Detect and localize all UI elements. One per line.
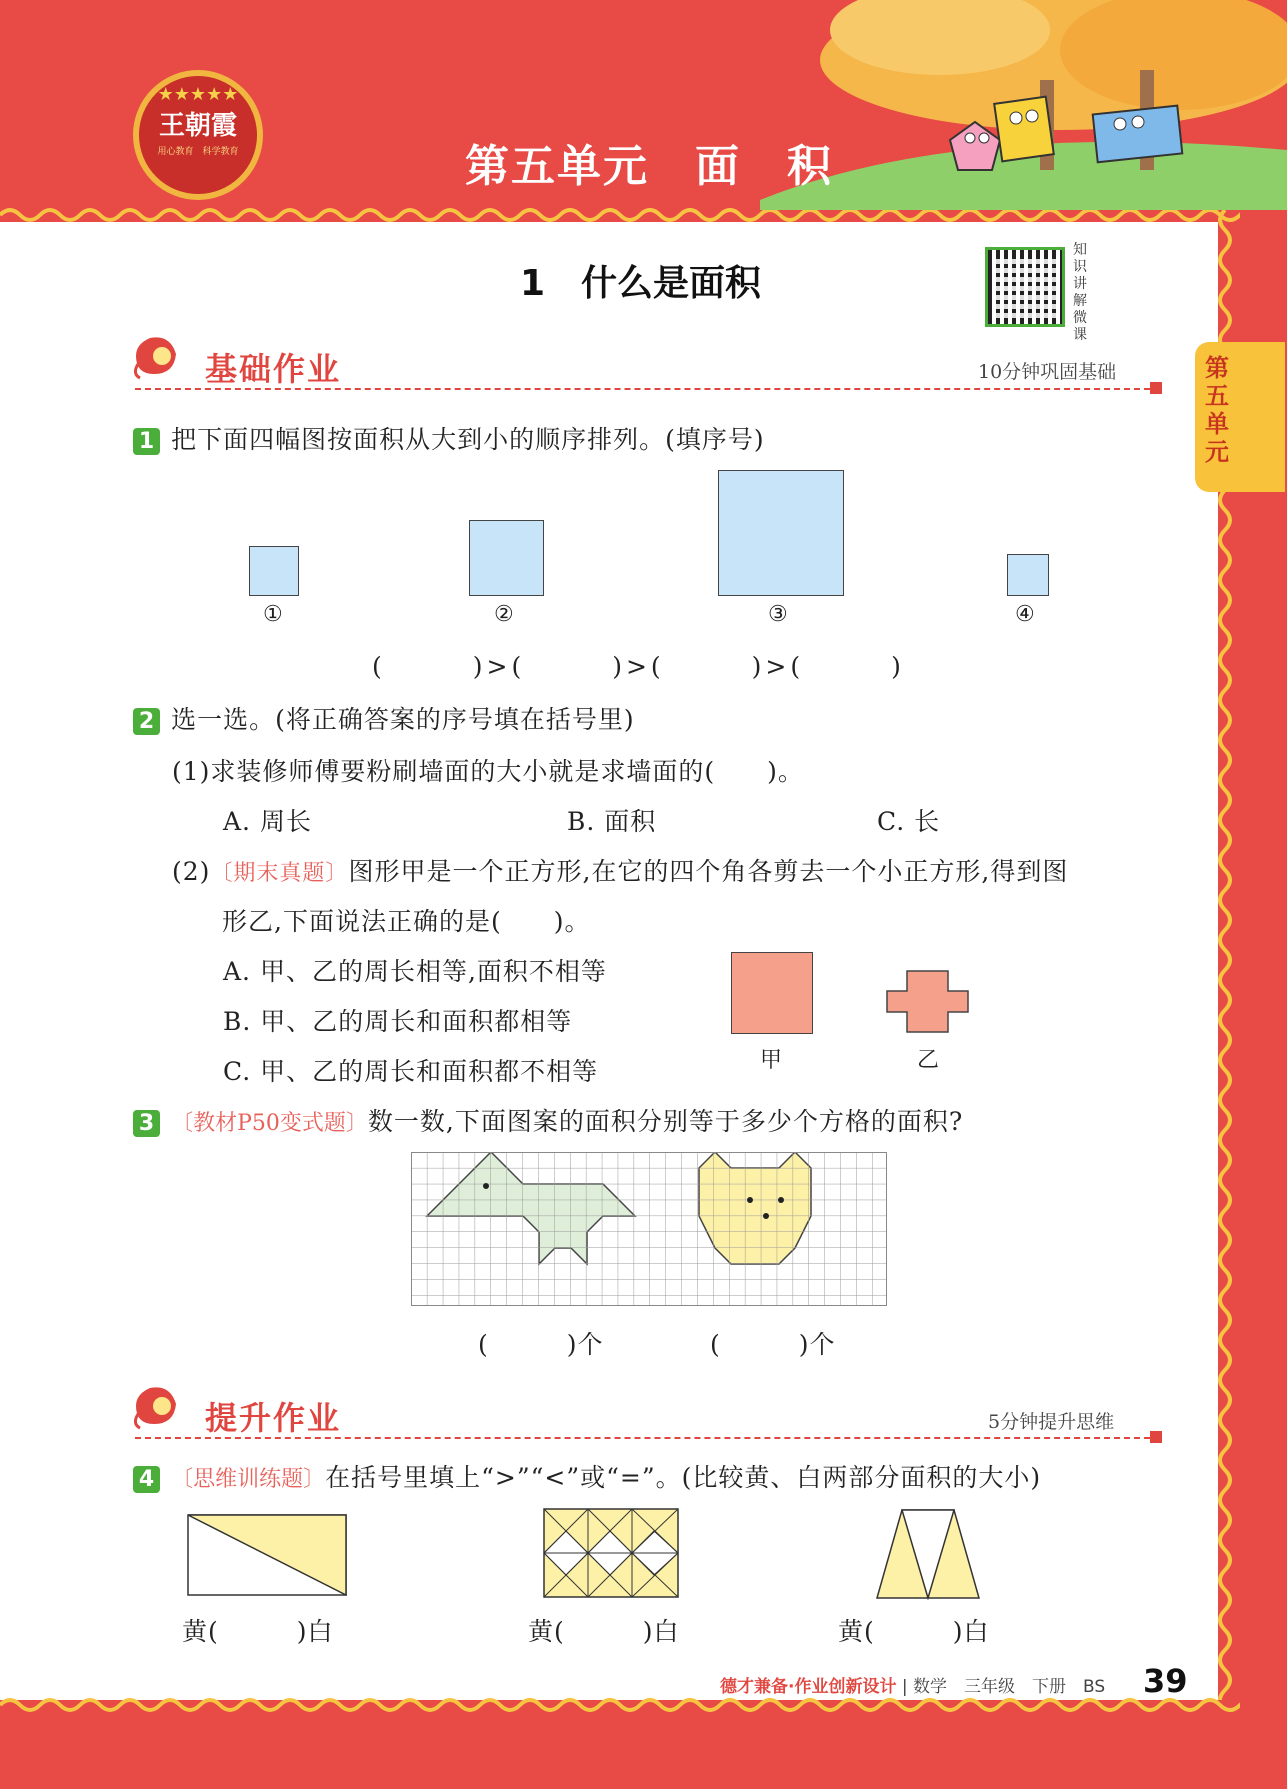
q2-part1-option-c[interactable]: C. 长 <box>877 807 941 836</box>
pentagon-character <box>950 122 1000 170</box>
section-icon-advanced <box>130 1384 180 1430</box>
q2-part2-stem1: 图形甲是一个正方形,在它的四个角各剪去一个小正方形,得到图 <box>348 857 1069 886</box>
q1-label-1: ① <box>263 602 283 627</box>
brand-logo: ★★★★★ 王朝霞 用心教育 科学教育 <box>133 70 263 200</box>
q4-answer-1[interactable]: 黄( )白 <box>182 1617 334 1646</box>
q2-part2-line1 <box>172 852 1068 888</box>
q2-part1-option-a[interactable]: A. 周长 <box>223 807 312 836</box>
q2-figure-label-yi: 乙 <box>917 1048 940 1073</box>
q4-tag: 〔思维训练题〕 <box>171 1467 326 1492</box>
q4-heading <box>133 1458 1041 1494</box>
q2-part2-tag: 〔期末真题〕 <box>210 861 349 886</box>
footer: 德才兼备·作业创新设计 | 数学 三年级 下册 BS <box>720 1677 1106 1697</box>
section-title-basic: 基础作业 <box>205 350 342 388</box>
q4-figure-3 <box>875 1508 981 1600</box>
section-divider-advanced <box>135 1437 1160 1439</box>
q1-number: 1 <box>133 428 160 455</box>
q1-square-2 <box>469 520 544 596</box>
section-note-advanced: 5分钟提升思维 <box>988 1411 1115 1433</box>
qr-code[interactable] <box>985 247 1065 327</box>
divider-end-basic <box>1150 382 1162 394</box>
side-tab-label: 第五单元 <box>1205 354 1229 466</box>
q2-part2-option-c[interactable]: C. 甲、乙的周长和面积都不相等 <box>223 1057 599 1086</box>
q3-number: 3 <box>133 1110 160 1137</box>
q2-part2-option-b[interactable]: B. 甲、乙的周长和面积都相等 <box>223 1007 573 1036</box>
q2-part1-stem: (1)求装修师傅要粉刷墙面的大小就是求墙面的( )。 <box>172 757 804 786</box>
q3-tag: 〔教材P50变式题〕 <box>171 1111 368 1136</box>
q2-part1-option-b[interactable]: B. 面积 <box>567 807 657 836</box>
q1-square-4 <box>1007 554 1049 596</box>
q1-label-2: ② <box>494 602 514 627</box>
section-divider-basic <box>135 388 1160 390</box>
q1-label-4: ④ <box>1015 602 1035 627</box>
section-icon-basic <box>130 334 180 380</box>
q3-answer-animal[interactable]: ( )个 <box>478 1330 604 1359</box>
q1-answer-blanks[interactable]: ( )>( )>( )>( ) <box>372 652 905 681</box>
section-note-basic: 10分钟巩固基础 <box>978 361 1117 383</box>
q1-heading <box>133 420 765 456</box>
q2-part2-prefix: (2) <box>172 857 211 886</box>
lesson-title: 1 什么是面积 <box>520 263 762 304</box>
q4-figure-2 <box>543 1508 679 1598</box>
q2-part2-stem2: 形乙,下面说法正确的是( )。 <box>222 907 591 936</box>
q4-answer-2[interactable]: 黄( )白 <box>528 1617 680 1646</box>
q2-heading <box>133 700 635 736</box>
square-character <box>994 97 1054 162</box>
q1-square-3 <box>718 470 844 596</box>
q1-label-3: ③ <box>768 602 788 627</box>
footer-info: 数学 三年级 下册 BS <box>913 1677 1106 1697</box>
logo-subtext: 用心教育 科学教育 <box>157 147 239 157</box>
footer-brand: 德才兼备·作业创新设计 <box>720 1677 897 1697</box>
unit-title: 第五单元 面 积 <box>465 141 833 192</box>
divider-end-advanced <box>1150 1431 1162 1443</box>
q1-text: 把下面四幅图按面积从大到小的顺序排列。(填序号) <box>171 425 765 454</box>
q4-answer-3[interactable]: 黄( )白 <box>838 1617 990 1646</box>
q3-heading <box>133 1102 963 1138</box>
rectangle-character <box>1093 106 1183 163</box>
q3-answer-bear[interactable]: ( )个 <box>710 1330 836 1359</box>
q1-square-1 <box>249 546 299 596</box>
header-illustration <box>760 0 1287 210</box>
q4-text: 在括号里填上“>”“<”或“=”。(比较黄、白两部分面积的大小) <box>325 1463 1042 1492</box>
section-title-advanced: 提升作业 <box>205 1399 342 1437</box>
q4-number: 4 <box>133 1466 160 1493</box>
q2-text: 选一选。(将正确答案的序号填在括号里) <box>171 705 635 734</box>
q2-figure-jia <box>731 952 813 1034</box>
q4-figure-1 <box>187 1514 347 1596</box>
q3-text: 数一数,下面图案的面积分别等于多少个方格的面积? <box>367 1107 964 1136</box>
side-tab-unit[interactable] <box>1195 342 1285 492</box>
q2-number: 2 <box>133 708 160 735</box>
q2-part2-option-a[interactable]: A. 甲、乙的周长相等,面积不相等 <box>223 957 607 986</box>
page-number: 39 <box>1143 1662 1188 1700</box>
q2-figure-label-jia: 甲 <box>760 1048 783 1073</box>
logo-text: 王朝霞 <box>158 111 237 141</box>
qr-caption: 知识讲解微课 <box>1073 242 1087 343</box>
q2-figure-yi <box>886 970 970 1034</box>
q3-grid-figure <box>411 1152 887 1306</box>
